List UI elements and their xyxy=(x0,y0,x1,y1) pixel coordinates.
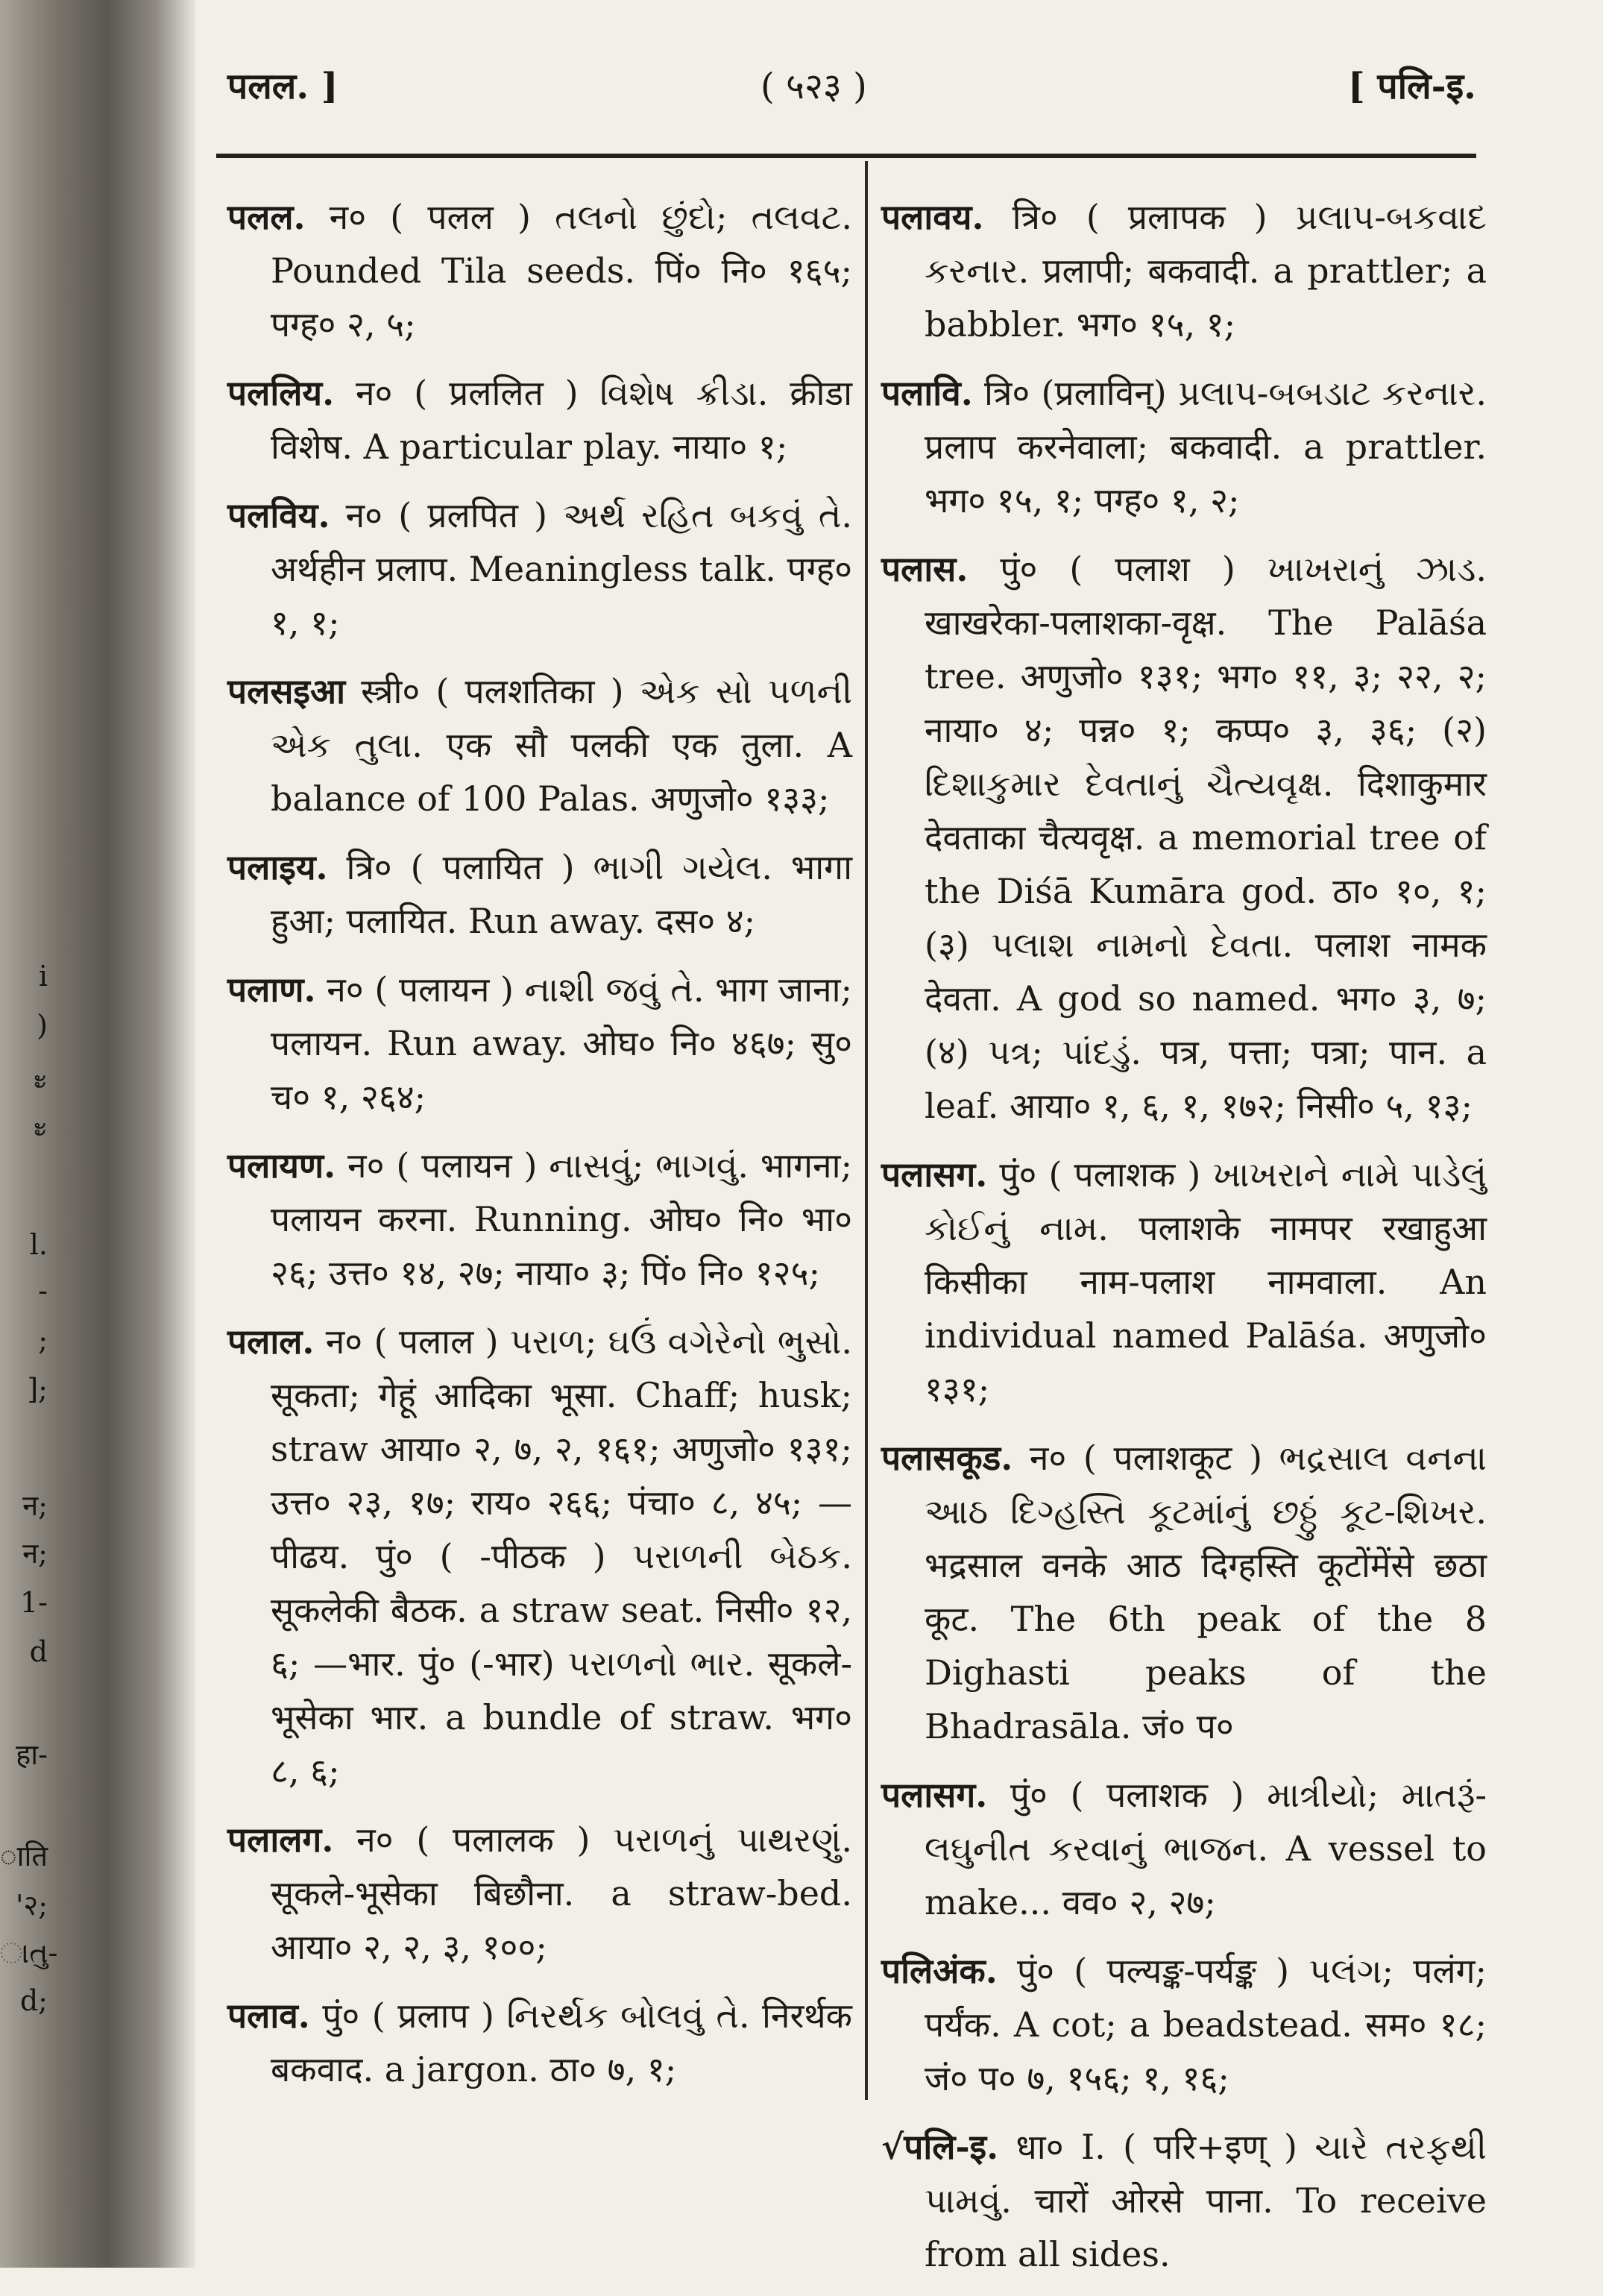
gutter-fragment: ाति xyxy=(0,1840,48,1872)
entry-headword: पलविय. xyxy=(227,495,330,535)
entry-definition: न० ( पलायन ) નાસવું; ભાગવું. भागना; पलायन करना. Running. ओघ० नि० भा० २६; उत्त० १४, २७; नाया० ३; पिं० नि० १२५; xyxy=(271,1145,852,1293)
entry-definition: न० ( पलाशकूट ) ભદ્રસાલ વનના આઠ દિગ્હસ્તિ કૂટમાંનું છઠ્ઠું કૂટ-શિખર. भद्रसाल वनके आठ दिग्हस्ति कूटोंमेंसे छठा कूट. The 6th peak of the 8 Dighasti peaks of the Bhadrasāla. जं० प० xyxy=(925,1438,1487,1746)
dictionary-entry xyxy=(227,1315,852,1798)
gutter-fragment: d xyxy=(29,1635,48,1668)
entry-headword: पलासग. xyxy=(881,1154,988,1195)
dictionary-entry xyxy=(881,366,1487,527)
entry-headword: पलाण. xyxy=(227,969,316,1010)
entry-headword: पलायण. xyxy=(227,1145,336,1186)
gutter-fragment: d; xyxy=(19,1984,48,2017)
gutter-fragment: ะ xyxy=(32,1063,48,1095)
running-head-left: पलल. ] xyxy=(227,66,338,107)
dictionary-entry xyxy=(227,1813,852,1974)
gutter-fragment: ะ xyxy=(32,1110,48,1143)
entry-definition: न० ( प्रललित ) વિશેષ ક્રીડા. क्रीडा विशेष. A particular play. नाया० १; xyxy=(271,373,852,467)
dictionary-entry xyxy=(881,2120,1487,2281)
dictionary-entry xyxy=(227,488,852,650)
dictionary-entry xyxy=(227,840,852,948)
entry-definition: न० ( प्रलपित ) અર્થ રહિત બકવું તે. अर्थहीन प्रलाप. Meaningless talk. पग्ह० १, १; xyxy=(271,495,852,643)
entry-definition: पुं० ( पलाश ) ખાખરાનું ઝાડ. खाखरेका-पलाशका-वृक्ष. The Palāśa tree. अणुजो० १३१; भग० ११, ३; २२, २; नाया० ४; पन्न० १; कप्प० ३, ३६; (२) દિશાકુમાર દેવતાનું ચૈત્યવૃક્ષ. दिशाकुमार देवताका चैत्यवृक्ष. a memorial tree of the Diśā Kumāra god. ठा० १०, १; (३) પલાશ નામનો દેવતા. पलाश नामक देवता. A god so named. भग० ३, ७; (४) પત્ર; પાંદડું. पत्र, पत्ता; पत्रा; पान. a leaf. आया० १, ६, १, १७२; निसी० ५, १३; xyxy=(925,549,1487,1126)
gutter-fragment: i xyxy=(38,960,48,993)
entry-headword: पलिअंक. xyxy=(881,1951,998,1991)
dictionary-entry xyxy=(881,1148,1487,1416)
dictionary-entry xyxy=(227,190,852,351)
dictionary-entry xyxy=(227,963,852,1124)
entry-headword: पलल. xyxy=(227,197,306,237)
entry-definition: स्त्री० ( पलशतिका ) એક સો પળની એક તુલા. एक सौ पलकी एक तुला. A balance of 100 Palas. अणुजो० १३३; xyxy=(271,671,852,819)
dictionary-entry xyxy=(881,542,1487,1133)
gutter-fragment: - xyxy=(38,1274,48,1307)
entry-headword: पलाव. xyxy=(227,1995,310,2036)
column-divider xyxy=(865,161,868,2100)
entry-headword: पलासकूड. xyxy=(881,1438,1013,1478)
gutter-fragment: l. xyxy=(29,1228,48,1261)
entry-headword: √पलि-इ. xyxy=(881,2127,999,2167)
dictionary-entry xyxy=(881,1944,1487,2105)
right-column xyxy=(881,190,1487,2296)
dictionary-entry xyxy=(881,1768,1487,1929)
entry-headword: पलावि. xyxy=(881,373,973,413)
entry-definition: न० ( पलालक ) પરાળનું પાથરણું. सूकले-भूसेका बिछौना. a straw-bed. आया० २, २, ३, १००; xyxy=(271,1819,852,1967)
entry-headword: पलालग. xyxy=(227,1819,334,1860)
page-number: ( ५२३ ) xyxy=(760,66,867,107)
entry-definition: पुं० ( पलाशक ) ખાખરાને નામે પાડેલું કોઈનું નામ. पलाशके नामपर रखाहुआ किसीका नाम-पलाश नामवाला. An individual named Palāśa. अणुजो० १३१; xyxy=(925,1154,1487,1409)
gutter-fragment: ; xyxy=(38,1324,48,1356)
entry-definition: धा० I. ( परि+इण् ) ચારે તરફથી પામવું. चारों ओरसे पाना. To receive from all sides. xyxy=(925,2127,1487,2274)
entry-definition: न० ( पलाल ) પરાળ; ઘઉં વગેરેનો ભુસો. सूकता; गेहूं आदिका भूसा. Chaff; husk; straw आया० २, ७, २, १६१; अणुजो० १३१; उत्त० २३, १७; राय० २६६; पंचा० ८, ४५; —पीढय. पुं० ( -पीठक ) પરાળની બેઠક. सूकलेकी बैठक. a straw seat. निसी० १२, ६; —भार. पुं० (-भार) પરાળનો ભાર. सूकले-भूसेका भार. a bundle of straw. भग० ८, ६; xyxy=(271,1321,852,1791)
entry-headword: पलाइय. xyxy=(227,847,328,887)
entry-headword: पलाल. xyxy=(227,1321,315,1362)
dictionary-entry xyxy=(227,1139,852,1300)
left-column xyxy=(227,190,852,2111)
entry-definition: त्रि० (प्रलाविन्) પ્રલાપ-બબડાટ કરનાર. प्रलाप करनेवाला; बकवादी. a prattler. भग० १५, १; पग्ह० १, २; xyxy=(925,373,1487,520)
gutter-fragment: ાતુ- xyxy=(0,1937,58,1969)
gutter-fragment: 1- xyxy=(19,1586,48,1619)
gutter-fragment: '२; xyxy=(15,1889,48,1922)
running-head-right: [ पलि-इ. xyxy=(1348,66,1476,107)
dictionary-entry xyxy=(227,664,852,825)
entry-definition: पुं० ( पलाशक ) માત્રીયો; માતરૂં-લઘુનીત કરવાનું ભાજન. A vessel to make... वव० २, २७; xyxy=(925,1775,1487,1922)
dictionary-entry xyxy=(881,1431,1487,1753)
entry-definition: त्रि० ( पलायित ) ભાગી ગયેલ. भागा हुआ; पलायित. Run away. दस० ४; xyxy=(271,847,852,941)
entry-headword: पलास. xyxy=(881,549,969,589)
entry-definition: पुं० ( प्रलाप ) નિરર્થક બોલવું તે. निरर्थक बकवाद. a jargon. ठा० ७, १; xyxy=(271,1995,852,2089)
gutter-fragment: न; xyxy=(22,1537,48,1570)
entry-headword: पलासग. xyxy=(881,1775,988,1815)
entry-headword: पलावय. xyxy=(881,197,984,237)
gutter-fragment: ) xyxy=(37,1009,48,1042)
entry-headword: पललिय. xyxy=(227,373,335,413)
entry-definition: पुं० ( पल्यङ्क-पर्यङ्क ) પલંગ; पलंग; पर्यंक. A cot; a beadstead. सम० १८; जं० प० ७, १५६; १, १६; xyxy=(925,1951,1487,2098)
entry-headword: पलसइआ xyxy=(227,671,346,711)
entry-definition: न० ( पलल ) તલનો છુંદો; તલવટ. Pounded Tila seeds. पिं० नि० १६५; पग्ह० २, ५; xyxy=(271,197,852,345)
header-rule xyxy=(216,154,1476,158)
gutter-fragment: हा- xyxy=(16,1738,48,1771)
entry-definition: त्रि० ( प्रलापक ) પ્રલાપ-બકવાદ કરનાર. प्रलापी; बकवादी. a prattler; a babbler. भग० १५, १; xyxy=(925,197,1487,345)
gutter-fragment: न; xyxy=(22,1489,48,1522)
dictionary-entry xyxy=(227,366,852,474)
dictionary-entry xyxy=(881,190,1487,351)
entry-definition: न० ( पलायन ) નાશી જવું તે. भाग जाना; पलायन. Run away. ओघ० नि० ४६७; सु० च० १, २६४; xyxy=(271,969,852,1117)
gutter-fragment: ]; xyxy=(27,1373,48,1406)
dictionary-entry xyxy=(227,1989,852,2096)
